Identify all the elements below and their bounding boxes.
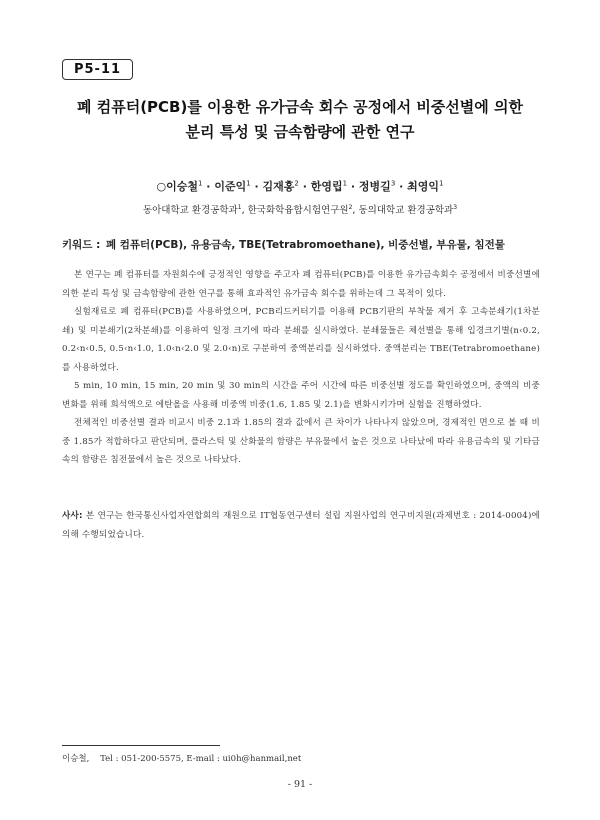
author-separator: · [298,180,311,193]
page-number: - 91 - [287,779,313,790]
author-name: 한영립 [310,180,343,193]
footnote-contact: 이승철, Tel : 051-200-5575, E-mail : ui0h@hanmail,net [62,754,302,764]
author-name: 최영익 [407,180,440,193]
affiliation-mark: 3 [453,203,458,211]
author-separator: · [202,180,215,193]
abstract-paragraph: 전체적인 비중선별 결과 비교시 비중 2.1과 1.85의 결과 값에서 큰 차이가 나타나지 않았으며, 경제적인 면으로 볼 때 비중 1.85가 적합하다고 판단되며, 플라스틱 및 산화물의 함량은 부유물에서 높은 것으로 나타났에 따라 유용금속의 및 기타금속의 함량은 침전물에서 높은 것으로 나타났다. [62,418,540,465]
author-affil-mark: 3 [390,179,396,188]
affiliation-name: 동아대학교 환경공학과 [142,205,238,216]
affiliation-name: 한국화학융합시험연구원 [247,205,349,216]
affiliation-mark: 2 [348,203,353,211]
acknowledgment-text: 본 연구는 한국통신사업자연합회의 재원으로 IT협동연구센터 설립 지원사업의 연구비지원(과제번호 : 2014-0004)에 의해 수행되었습니다. [62,511,541,540]
keywords-label: 키워드 : [62,239,101,251]
author-affil-mark: 1 [439,179,444,188]
footnote-divider [62,745,220,746]
author-name: ○이승철 [156,180,198,193]
author-list [40,178,560,194]
author-affil-mark: 1 [342,179,348,188]
author-separator: · [395,180,408,193]
abstract-paragraph: 본 연구는 폐 컴퓨터를 자원회수에 긍정적인 영향을 주고자 폐 컴퓨터(PCB)를 이용한 유가금속회수 공정에서 비중선별에 의한 분리 특성 및 금속함량에 관한 연구를 통해 효과적인 유가금속 회수를 위하는데 그 목적이 있다. [62,270,540,299]
session-code-badge: P5-11 [62,59,133,80]
acknowledgment [62,507,540,544]
author-name: 이준익 [214,180,247,193]
author-separator: · [250,180,263,193]
affiliation-list: 동아대학교 환경공학과$^1$, 한국화학융합시험연구원$^2$, 동의대학교 환경공학과$^3$ [142,203,458,216]
abstract-paragraph: 실험재료로 폐 컴퓨터(PCB)를 사용하였으며, PCB리드커터기를 이용해 PCB기판의 부착물 제거 후 고속분쇄기(1차분쇄) 및 미분쇄기(2차분쇄)를 이용하여 일정 크기에 따라 분쇄를 실시하였다. 분쇄물들은 체선별을 통해 입경크기별(n‹0.2, 0.2‹n‹0.5, 0.5‹n‹1.0, 1.0‹n‹2.0 및 2.0‹n)로 구분하여 중액분리를 실시하였다. 중액분리는 TBE(Tetrabromoethane)를 사용하였다. [62,307,540,373]
paper-title-line-1: 폐 컴퓨터(PCB)를 이용한 유가금속 회수 공정에서 비중선별에 의한 [77,98,523,116]
author-separator: · [347,180,359,193]
author-affil-mark: 1 [246,179,251,188]
author-affil-mark: 1 [198,179,203,188]
author-name: 정병길 [358,180,391,193]
abstract-body [62,266,540,470]
abstract-paragraph: 5 min, 10 min, 15 min, 20 min 및 30 min의 시간을 주어 시간에 따른 비중선별 정도를 확인하였으며, 중액의 비중변화를 위해 희석액으로 에탄올을 사용해 비중액 비중(1.6, 1.85 및 2.1)을 변화시키가며 실험을 진행하였다. [62,381,540,410]
affiliation-name: 동의대학교 환경공학과 [358,205,454,216]
keywords-line [62,237,562,252]
author-affil-mark: 2 [294,179,299,188]
author-name: 김재홍 [262,180,295,193]
acknowledgment-label: 사사: [62,511,83,521]
paper-title-line-2: 분리 특성 및 금속함량에 관한 연구 [185,123,415,141]
affiliation-mark: 1 [237,203,242,211]
keywords-text: 폐 컴퓨터(PCB), 유용금속, TBE(Tetrabromoethane), 비중선별, 부유물, 침전물 [105,239,505,251]
